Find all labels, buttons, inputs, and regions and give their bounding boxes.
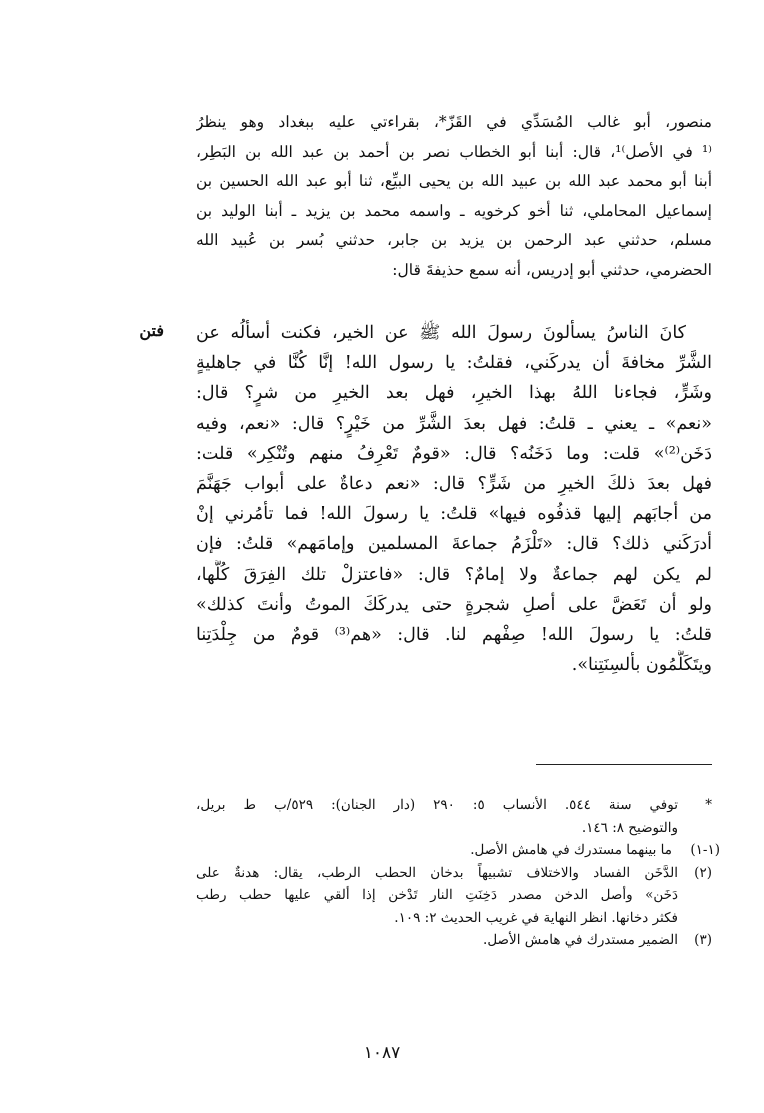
footnote-2: [196, 862, 712, 930]
footnote-marker: (٢): [694, 864, 712, 881]
hadith-text: [196, 318, 712, 680]
footnote-marker: (١-١): [690, 842, 720, 858]
hadith-line: دَخَن⁽²⁾» قلت: وما دَخَنُه؟ قال: «قومٌ تَعْرِفُ منهم وتُنْكِر» قلت:: [196, 443, 712, 464]
footnote-body: [196, 794, 678, 839]
footnote-body: [196, 862, 678, 930]
footnote-line: فكثر دخانها. انظر النهاية في غريب الحديث ٢: ١٠٩.: [394, 909, 678, 926]
footnote-1: [196, 839, 720, 862]
hadith-line: الشَّرِّ مخافةَ أن يدركَني، فقلتُ: يا رسول الله! إنَّا كُنَّا في جاهليةٍ: [196, 353, 712, 374]
footnote-3: [196, 929, 712, 952]
isnad-line: منصور، أبو غالب المُسَدِّي في القَزّ*، بقراءتي عليه ببغداد وهو ينظرُ: [196, 113, 712, 131]
isnad-line: ⁽¹ في الأصل⁾¹، قال: أبنا أبو الخطاب نصر بن أحمد بن عبد الله بن البَطِر،: [196, 142, 712, 161]
page-number: ١٠٨٧: [363, 1043, 401, 1063]
footnote-separator: [536, 764, 712, 765]
footnote-body: [196, 929, 678, 952]
hadith-line: «نعم» ـ يعني ـ قلتُ: فهل بعدَ الشَّرِّ من خَيْرٍ؟ قال: «نعم، وفيه: [196, 413, 712, 434]
isnad-line: مسلم، حدثني عبد الرحمن بن يزيد بن جابر، حدثني بُسر بن عُبيد الله: [196, 231, 712, 250]
hadith-line: لم يكن لهم جماعةٌ ولا إمامٌ؟ قال: «فاعتزلْ تلك الفِرَقَ كُلَّها،: [196, 564, 712, 585]
footnotes: [196, 794, 720, 952]
hadith-line: فهل بعدَ ذلكَ الخيرِ من شَرٍّ؟ قال: «نعم دعاةٌ على أبواب جَهَنَّمَ: [196, 473, 712, 494]
footnote-marker: *: [705, 797, 712, 813]
isnad-paragraph: [196, 108, 712, 286]
hadith-line: قلتُ: يا رسولَ الله! صِفْهم لنا. قال: «هم⁽³⁾ قومٌ من جِلْدَتِنا: [196, 624, 712, 645]
footnote-line: والتوضيح ٨: ١٤٦.: [581, 819, 678, 836]
footnote-star: [196, 794, 712, 839]
hadith-line: أدرَكَني ذلك؟ قال: «تَلْزَمُ جماعةَ المسلمين وإمامَهم» قلتُ: فإن: [196, 534, 712, 555]
footnote-line: توفي سنة ٥٤٤. الأنساب ٥: ٢٩٠ (دار الجنان): ٥٢٩/ب ط بريل،: [196, 797, 678, 813]
footnote-body: [196, 839, 672, 862]
hadith-line: ويتَكَلَّمُون بألسِنَتِنا».: [571, 655, 712, 676]
footnote-marker: (٣): [694, 932, 712, 948]
footnote-line: دَخَن» وأصل الدخن مصدر دَخِنَتِ النار تَدْخن إذا ألقي عليها حطب رطب: [196, 887, 678, 903]
hadith-line: كانَ الناسُ يسألونَ رسولَ الله ﷺ عن الخير، فكنت أسألُه عن: [196, 323, 686, 343]
isnad-line: أبنا أبو محمد عبد الله بن عبيد الله بن يحيى البيِّع، ثنا أبو عبد الله الحسين بن: [196, 172, 712, 191]
isnad-line: إسماعيل المحاملي، ثنا أخو كرخويه ـ واسمه محمد بن يزيد ـ أبنا الوليد بن: [196, 201, 712, 220]
isnad-line: الحضرمي، حدثني أبو إدريس، أنه سمع حذيفةَ قال:: [392, 260, 712, 279]
footnote-line: الدَّخَن الفساد والاختلاف تشبيهاً بدخان الحطب الرطب، يقال: هدنةٌ على: [196, 864, 678, 881]
hadith-line: وشَرٍّ، فجاءنا اللهُ بهذا الخيرِ، فهل بعد الخيرِ من شرٍ؟ قال:: [196, 383, 712, 404]
hadith-line: ولو أن تَعَضَّ على أصلِ شجرةٍ حتى يدركَكَ الموتُ وأنتَ كذلك»: [196, 594, 712, 615]
margin-keyword: فتن: [139, 321, 164, 340]
footnote-line: الضمير مستدرك في هامش الأصل.: [483, 932, 678, 948]
hadith-line: من أجابَهم إليها قذفُوه فيها» قلتُ: يا رسولَ الله! فما تأمُرني إنْ: [196, 504, 712, 525]
footnote-line: ما بينهما مستدرك في هامش الأصل.: [470, 842, 672, 858]
